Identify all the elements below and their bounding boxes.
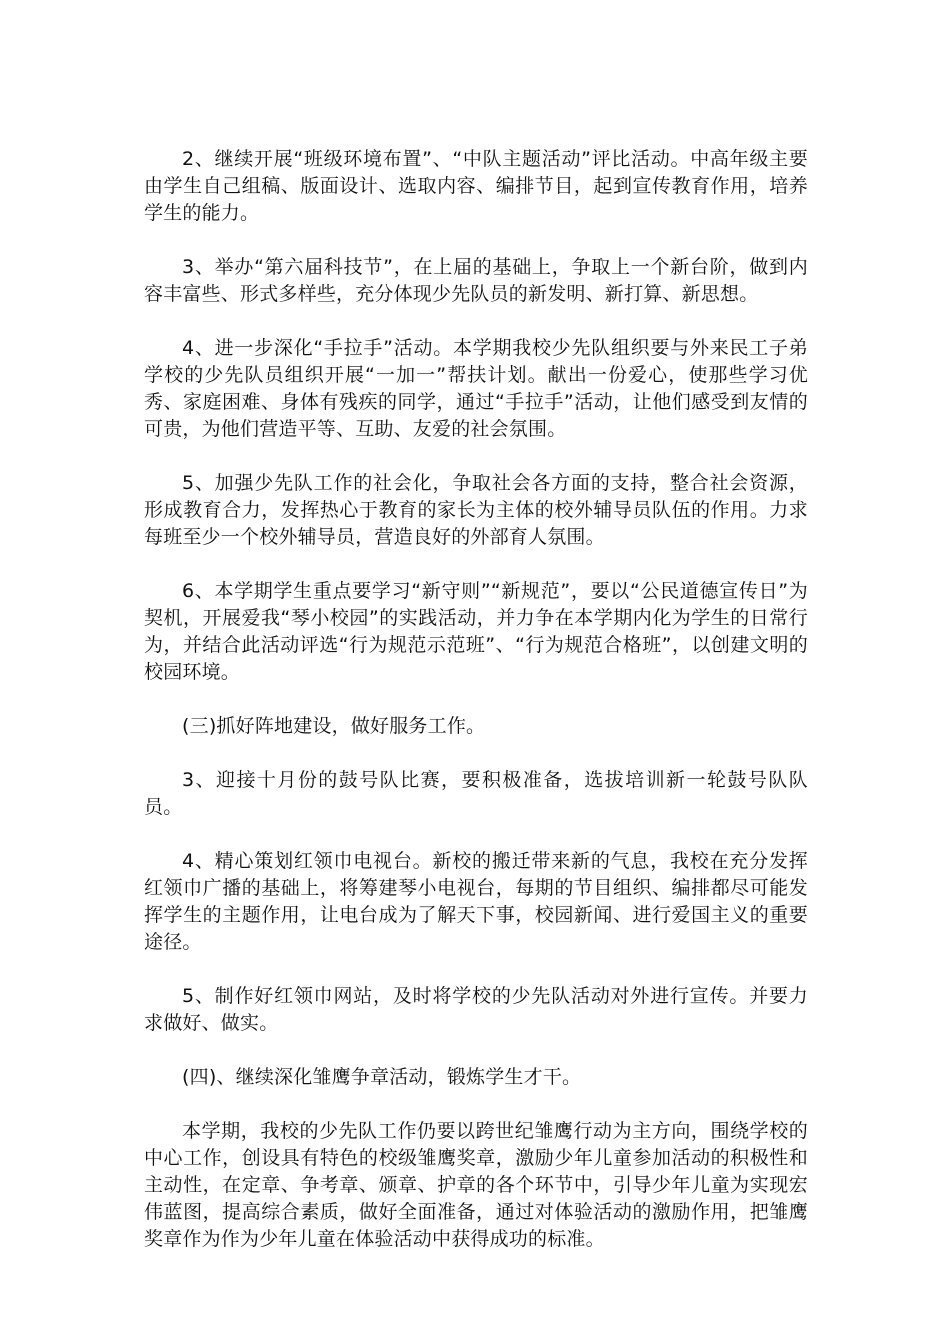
paragraph-item-4: 4、进一步深化“手拉手”活动。本学期我校少先队组织要与外来民工子弟学校的少先队员组织开展“一加一”帮扶计划。献出一份爱心，使那些学习优秀、家庭困难、身体有残疾的同学，通过“手拉手”活动，让他们感受到友情的可贵，为他们营造平等、互助、友爱的社会氛围。 bbox=[144, 337, 808, 440]
paragraph-section3-item-3: 3、迎接十月份的鼓号队比赛，要积极准备，选拔培训新一轮鼓号队队员。 bbox=[144, 769, 808, 818]
paragraph-item-6: 6、本学期学生重点要学习“新守则”“新规范”，要以“公民道德宣传日”为契机，开展爱我“琴小校园”的实践活动，并力争在本学期内化为学生的日常行为，并结合此活动评选“行为规范示范班”、“行为规范合格班”，以创建文明的校园环境。 bbox=[144, 580, 808, 683]
paragraph-item-2: 2、继续开展“班级环境布置”、“中队主题活动”评比活动。中高年级主要由学生自己组稿、版面设计、选取内容、编排节目，起到宣传教育作用，培养学生的能力。 bbox=[144, 148, 808, 224]
document-body bbox=[144, 146, 808, 1280]
section-heading-3: (三)抓好阵地建设，做好服务工作。 bbox=[182, 715, 486, 737]
section-heading-4: (四)、继续深化雏鹰争章活动，锻炼学生才干。 bbox=[182, 1066, 582, 1088]
paragraph-item-3: 3、举办“第六届科技节”，在上届的基础上，争取上一个新台阶，做到内容丰富些、形式多样些，充分体现少先队员的新发明、新打算、新思想。 bbox=[144, 256, 808, 305]
paragraph-section3-item-4: 4、精心策划红领巾电视台。新校的搬迁带来新的气息，我校在充分发挥红领巾广播的基础上，将筹建琴小电视台，每期的节目组织、编排都尽可能发挥学生的主题作用，让电台成为了解天下事，校园新闻、进行爱国主义的重要途径。 bbox=[144, 850, 808, 953]
paragraph-item-5: 5、加强少先队工作的社会化，争取社会各方面的支持，整合社会资源，形成教育合力，发挥热心于教育的家长为主体的校外辅导员队伍的作用。力求每班至少一个校外辅导员，营造良好的外部育人氛围。 bbox=[144, 472, 808, 548]
paragraph-section3-item-5: 5、制作好红领巾网站，及时将学校的少先队活动对外进行宣传。并要力求做好、做实。 bbox=[144, 985, 808, 1034]
paragraph-section4-body: 本学期，我校的少先队工作仍要以跨世纪雏鹰行动为主方向，围绕学校的中心工作，创设具有特色的校级雏鹰奖章，激励少年儿童参加活动的积极性和主动性，在定章、争考章、颁章、护章的各个环节中，引导少年儿童为实现宏伟蓝图，提高综合素质，做好全面准备，通过对体验活动的激励作用，把雏鹰奖章作为作为少年儿童在体验活动中获得成功的标准。 bbox=[144, 1120, 808, 1250]
